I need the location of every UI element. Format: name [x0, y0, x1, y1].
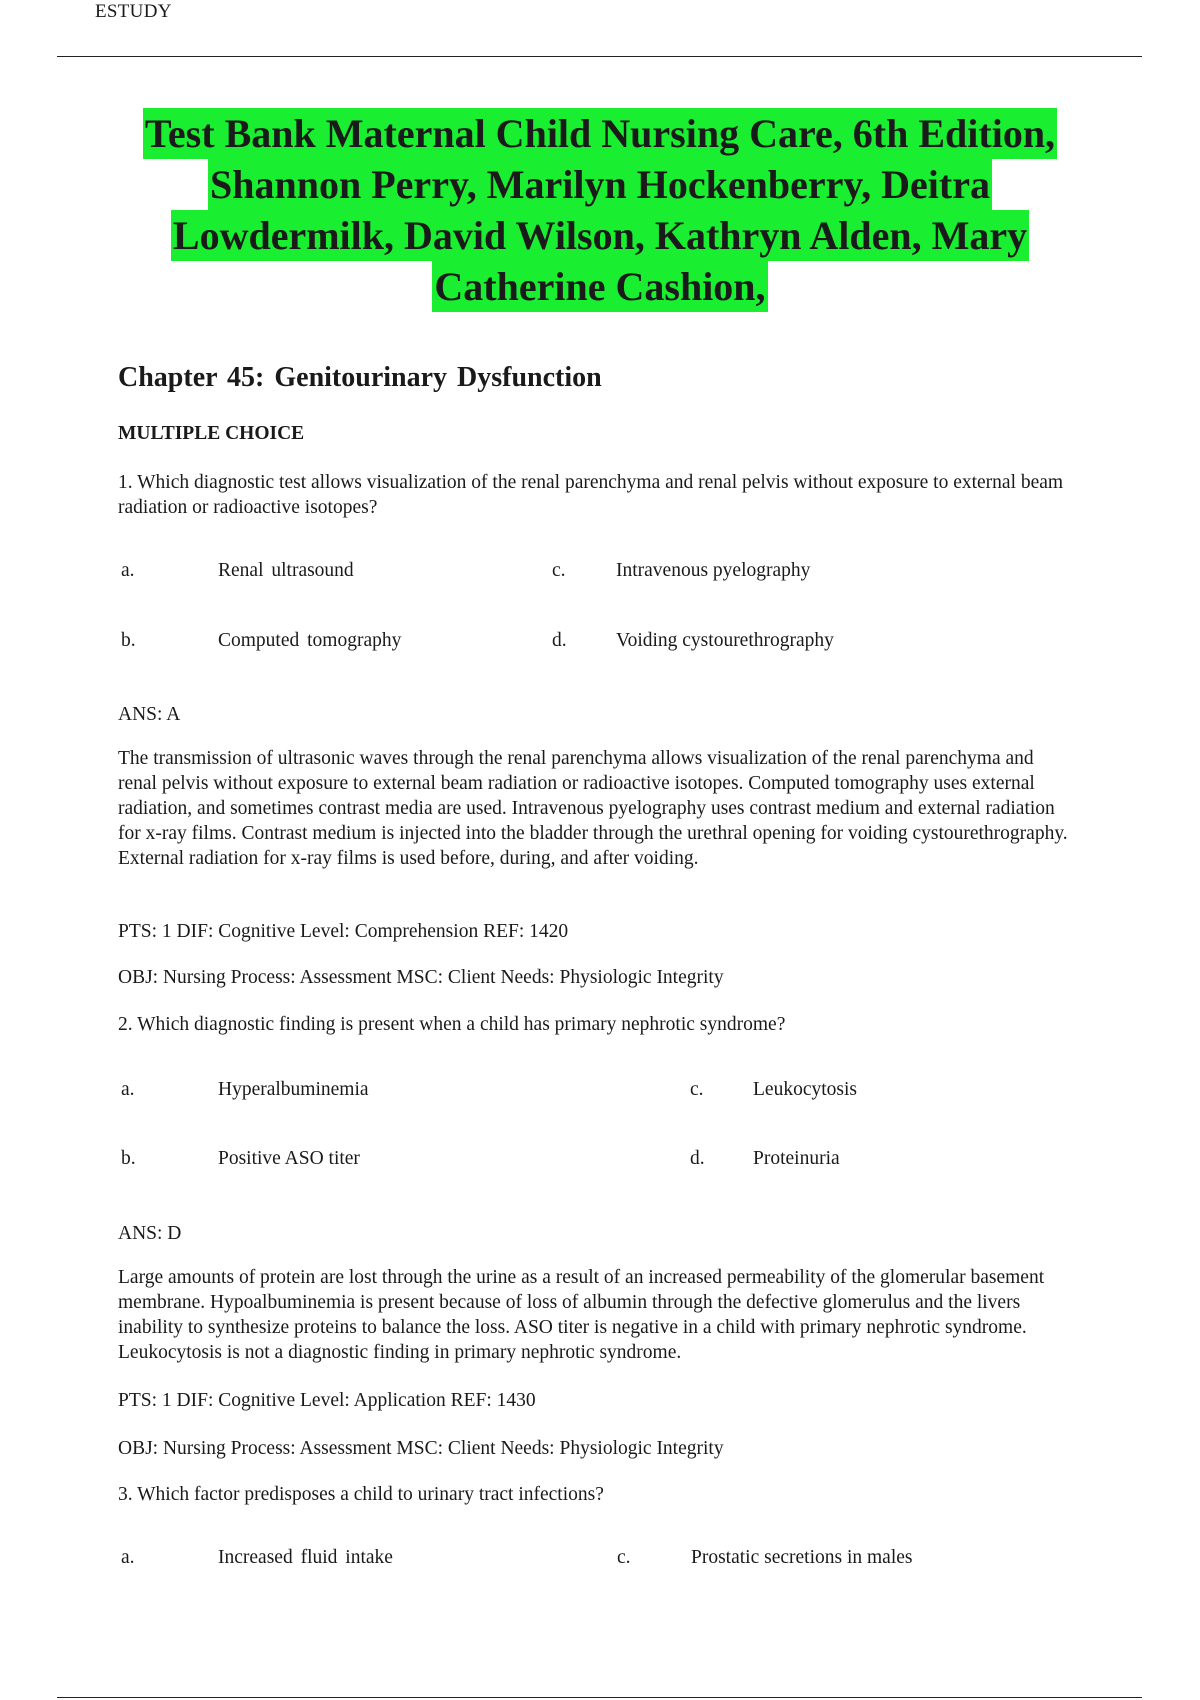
- choice-text: Prostatic secretions in males: [691, 1547, 913, 1568]
- footer-divider: [57, 1697, 1142, 1698]
- title-line: Shannon Perry, Marilyn Hockenberry, Deitra: [208, 159, 992, 210]
- choice-text: Computed tomography: [218, 630, 402, 651]
- header-divider: [57, 56, 1142, 57]
- title-line: Test Bank Maternal Child Nursing Care, 6th Edition,: [143, 108, 1057, 159]
- choice-text: Intravenous pyelography: [616, 560, 811, 581]
- choice-letter: c.: [617, 1547, 631, 1568]
- choice-text: Hyperalbuminemia: [218, 1079, 369, 1100]
- rationale-text: Large amounts of protein are lost through the urine as a result of an increased permeability of the glomerular basement membrane. Hypoalbuminemia is present because of loss of albumin through the defective glomerulus and the livers inability to synthesize proteins to balance the loss. ASO titer is negative in a child with primary nephrotic syndrome. Leukocytosis is not a diagnostic finding in primary nephrotic syndrome.: [118, 1267, 1045, 1363]
- answer-key: ANS: A: [118, 704, 181, 725]
- question-stem: 2. Which diagnostic finding is present when a child has primary nephrotic syndrome?: [118, 1014, 786, 1035]
- metadata-pts: PTS: 1 DIF: Cognitive Level: Application REF: 1430: [118, 1390, 536, 1411]
- choice-letter: c.: [690, 1079, 704, 1100]
- choice-text: Leukocytosis: [753, 1079, 857, 1100]
- choice-text: Positive ASO titer: [218, 1148, 360, 1169]
- question-stem: 3. Which factor predisposes a child to urinary tract infections?: [118, 1484, 604, 1505]
- choice-letter: d.: [552, 630, 567, 651]
- choice-text: Increased fluid intake: [218, 1547, 393, 1568]
- metadata-obj: OBJ: Nursing Process: Assessment MSC: Client Needs: Physiologic Integrity: [118, 967, 724, 988]
- choice-text: Renal ultrasound: [218, 560, 354, 581]
- choice-letter: a.: [121, 1079, 135, 1100]
- choice-letter: b.: [121, 630, 136, 651]
- rationale-text: The transmission of ultrasonic waves through the renal parenchyma allows visualization of the renal parenchyma and renal pelvis without exposure to external beam radiation or radioactive isotopes. Computed tomography uses external radiation, and sometimes contrast media are used. Intravenous pyelography uses contrast medium and external radiation for x-ray films. Contrast medium is injected into the bladder through the urethral opening for voiding cystourethrography. External radiation for x-ray films is used before, during, and after voiding.: [118, 748, 1068, 869]
- choice-letter: c.: [552, 560, 566, 581]
- choice-letter: d.: [690, 1148, 705, 1169]
- metadata-pts: PTS: 1 DIF: Cognitive Level: Comprehension REF: 1420: [118, 921, 569, 942]
- title-line: Catherine Cashion,: [432, 261, 767, 312]
- choice-letter: b.: [121, 1148, 136, 1169]
- title-line: Lowdermilk, David Wilson, Kathryn Alden, Mary: [171, 210, 1029, 261]
- chapter-heading: Chapter 45: Genitourinary Dysfunction: [118, 362, 602, 393]
- answer-key: ANS: D: [118, 1223, 182, 1244]
- choice-text: Voiding cystourethrography: [616, 630, 834, 651]
- metadata-obj: OBJ: Nursing Process: Assessment MSC: Client Needs: Physiologic Integrity: [118, 1438, 724, 1459]
- document-title: [60, 108, 1140, 312]
- choice-text: Proteinuria: [753, 1148, 840, 1169]
- choice-letter: a.: [121, 1547, 135, 1568]
- question-stem: 1. Which diagnostic test allows visualization of the renal parenchyma and renal pelvis without exposure to external beam radiation or radioactive isotopes?: [118, 472, 1064, 518]
- section-heading: MULTIPLE CHOICE: [118, 423, 305, 444]
- choice-letter: a.: [121, 560, 135, 581]
- header-brand: ESTUDY: [95, 1, 172, 22]
